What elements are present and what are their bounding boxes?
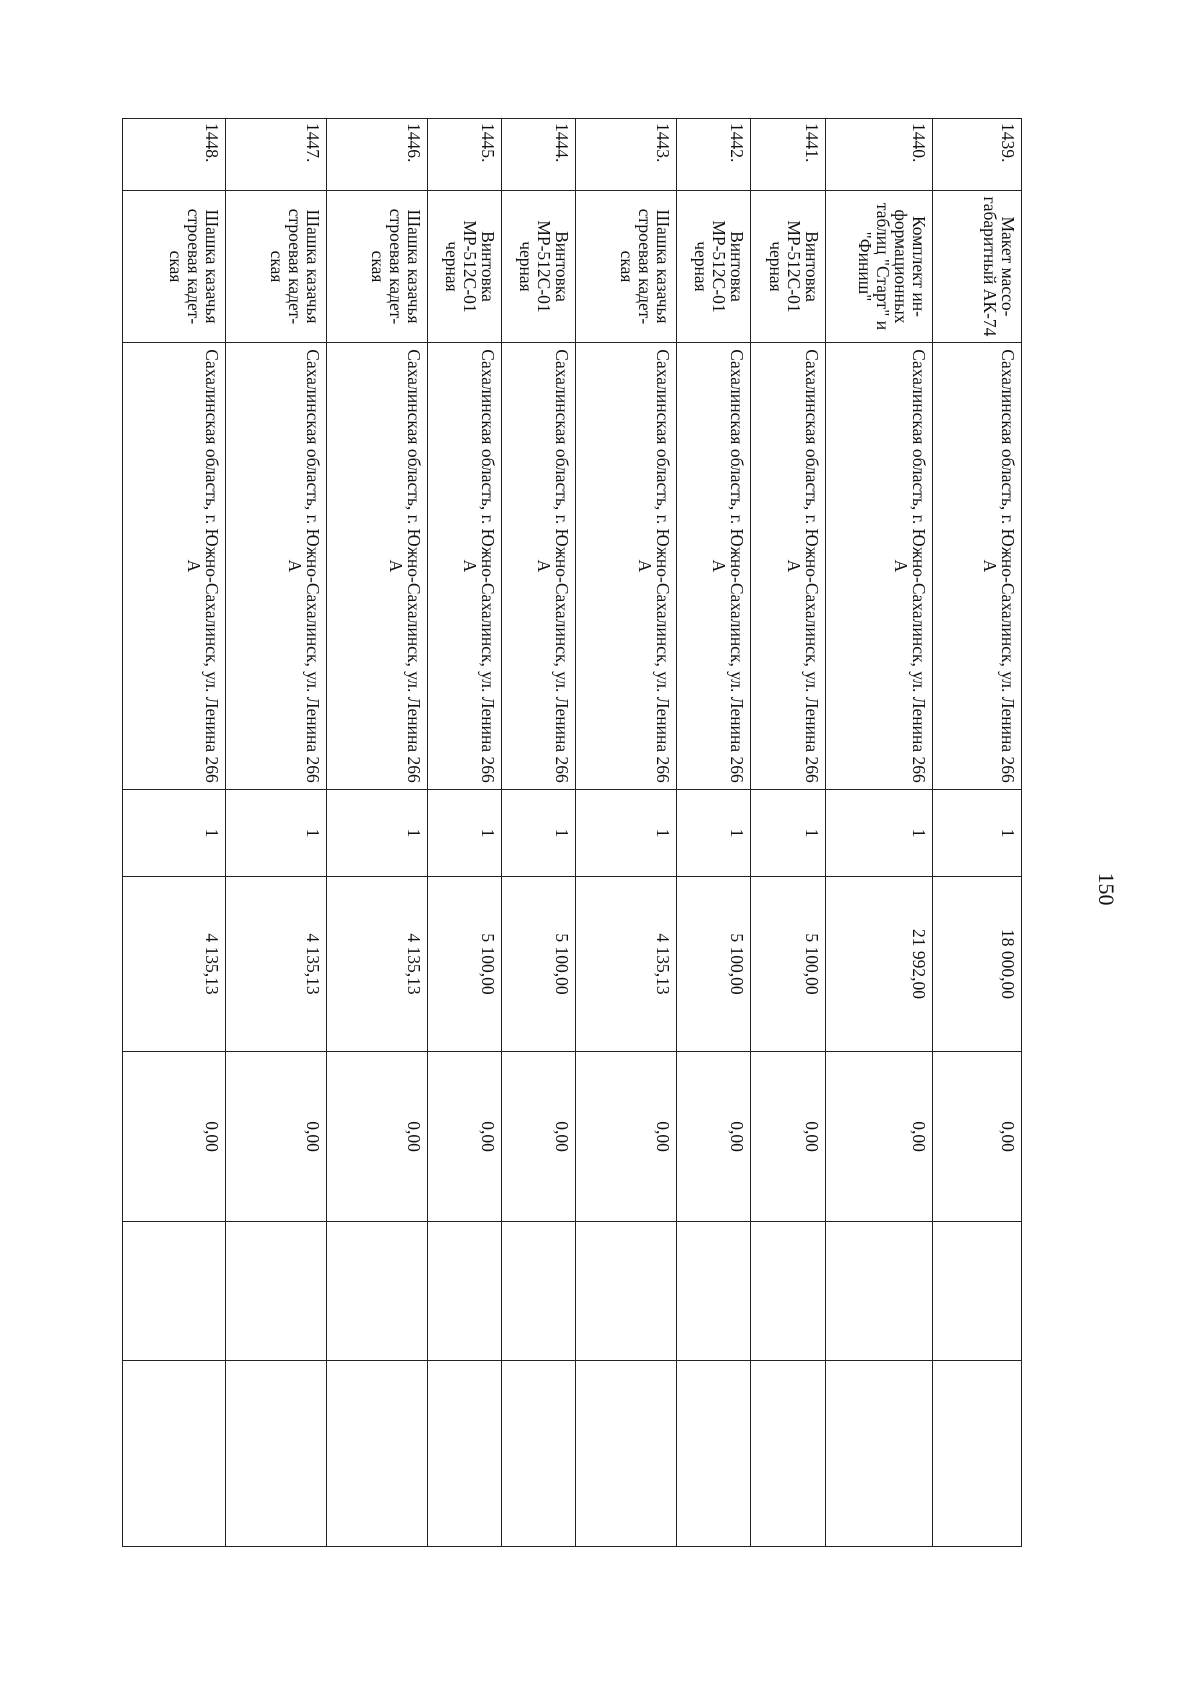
item-depreciation: 0,00 [576, 1052, 677, 1222]
item-price: 4 135,13 [225, 877, 326, 1052]
empty-cell [751, 1361, 825, 1547]
table-row [427, 119, 501, 1547]
item-price: 4 135,13 [326, 877, 427, 1052]
item-name: Макет массо-габаритный АК-74 [932, 191, 1021, 343]
item-quantity: 1 [677, 790, 751, 877]
table-row [576, 119, 677, 1547]
empty-cell [501, 1222, 575, 1361]
item-name: Винтовка МР-512С-01 черная [501, 191, 575, 343]
item-depreciation: 0,00 [932, 1052, 1021, 1222]
table-row [932, 119, 1021, 1547]
empty-cell [677, 1222, 751, 1361]
item-price: 4 135,13 [576, 877, 677, 1052]
item-price: 5 100,00 [501, 877, 575, 1052]
empty-cell [825, 1361, 932, 1547]
item-price: 21 992,00 [825, 877, 932, 1052]
table-row [225, 119, 326, 1547]
item-address: Сахалинская область, г. Южно-Сахалинск, ул. Ленина 266 А [576, 343, 677, 790]
row-number: 1440. [825, 119, 932, 191]
item-address: Сахалинская область, г. Южно-Сахалинск, ул. Ленина 266 А [326, 343, 427, 790]
item-quantity: 1 [932, 790, 1021, 877]
inventory-table [122, 118, 1022, 1547]
item-name: Винтовка МР-512С-01 черная [427, 191, 501, 343]
row-number: 1444. [501, 119, 575, 191]
table-row [501, 119, 575, 1547]
item-address: Сахалинская область, г. Южно-Сахалинск, ул. Ленина 266 А [501, 343, 575, 790]
item-quantity: 1 [825, 790, 932, 877]
item-quantity: 1 [326, 790, 427, 877]
item-price: 5 100,00 [677, 877, 751, 1052]
item-name: Винтовка МР-512С-01 черная [677, 191, 751, 343]
empty-cell [123, 1361, 226, 1547]
row-number: 1442. [677, 119, 751, 191]
empty-cell [576, 1222, 677, 1361]
item-address: Сахалинская область, г. Южно-Сахалинск, ул. Ленина 266 А [677, 343, 751, 790]
row-number: 1447. [225, 119, 326, 191]
table-row [677, 119, 751, 1547]
item-name: Шашка казачья строевая кадет-ская [123, 191, 226, 343]
item-depreciation: 0,00 [225, 1052, 326, 1222]
empty-cell [932, 1361, 1021, 1547]
item-address: Сахалинская область, г. Южно-Сахалинск, ул. Ленина 266 А [932, 343, 1021, 790]
item-name: Шашка казачья строевая кадет-ская [225, 191, 326, 343]
empty-cell [932, 1222, 1021, 1361]
item-price: 5 100,00 [427, 877, 501, 1052]
empty-cell [576, 1361, 677, 1547]
item-depreciation: 0,00 [751, 1052, 825, 1222]
row-number: 1443. [576, 119, 677, 191]
item-address: Сахалинская область, г. Южно-Сахалинск, ул. Ленина 266 А [825, 343, 932, 790]
item-address: Сахалинская область, г. Южно-Сахалинск, ул. Ленина 266 А [225, 343, 326, 790]
empty-cell [326, 1361, 427, 1547]
empty-cell [225, 1222, 326, 1361]
page-number: 150 [1094, 872, 1119, 906]
row-number: 1448. [123, 119, 226, 191]
item-name: Шашка казачья строевая кадет-ская [326, 191, 427, 343]
item-quantity: 1 [501, 790, 575, 877]
item-address: Сахалинская область, г. Южно-Сахалинск, ул. Ленина 266 А [427, 343, 501, 790]
empty-cell [123, 1222, 226, 1361]
row-number: 1445. [427, 119, 501, 191]
empty-cell [501, 1361, 575, 1547]
item-depreciation: 0,00 [501, 1052, 575, 1222]
item-price: 5 100,00 [751, 877, 825, 1052]
item-depreciation: 0,00 [677, 1052, 751, 1222]
row-number: 1441. [751, 119, 825, 191]
item-quantity: 1 [576, 790, 677, 877]
empty-cell [225, 1361, 326, 1547]
empty-cell [427, 1222, 501, 1361]
table-row [326, 119, 427, 1547]
item-price: 18 000,00 [932, 877, 1021, 1052]
inventory-table-wrapper [122, 118, 1022, 1546]
item-quantity: 1 [225, 790, 326, 877]
item-quantity: 1 [123, 790, 226, 877]
empty-cell [751, 1222, 825, 1361]
table-row [123, 119, 226, 1547]
item-depreciation: 0,00 [825, 1052, 932, 1222]
item-depreciation: 0,00 [427, 1052, 501, 1222]
item-address: Сахалинская область, г. Южно-Сахалинск, ул. Ленина 266 А [751, 343, 825, 790]
empty-cell [326, 1222, 427, 1361]
item-quantity: 1 [427, 790, 501, 877]
table-row [825, 119, 932, 1547]
empty-cell [677, 1361, 751, 1547]
item-name: Винтовка МР-512С-01 черная [751, 191, 825, 343]
item-quantity: 1 [751, 790, 825, 877]
item-depreciation: 0,00 [326, 1052, 427, 1222]
item-name: Шашка казачья строевая кадет-ская [576, 191, 677, 343]
item-name: Комплект ин-формационных таблиц "Старт" и "Финиш" [825, 191, 932, 343]
empty-cell [427, 1361, 501, 1547]
item-price: 4 135,13 [123, 877, 226, 1052]
row-number: 1439. [932, 119, 1021, 191]
item-depreciation: 0,00 [123, 1052, 226, 1222]
table-row [751, 119, 825, 1547]
empty-cell [825, 1222, 932, 1361]
item-address: Сахалинская область, г. Южно-Сахалинск, ул. Ленина 266 А [123, 343, 226, 790]
row-number: 1446. [326, 119, 427, 191]
